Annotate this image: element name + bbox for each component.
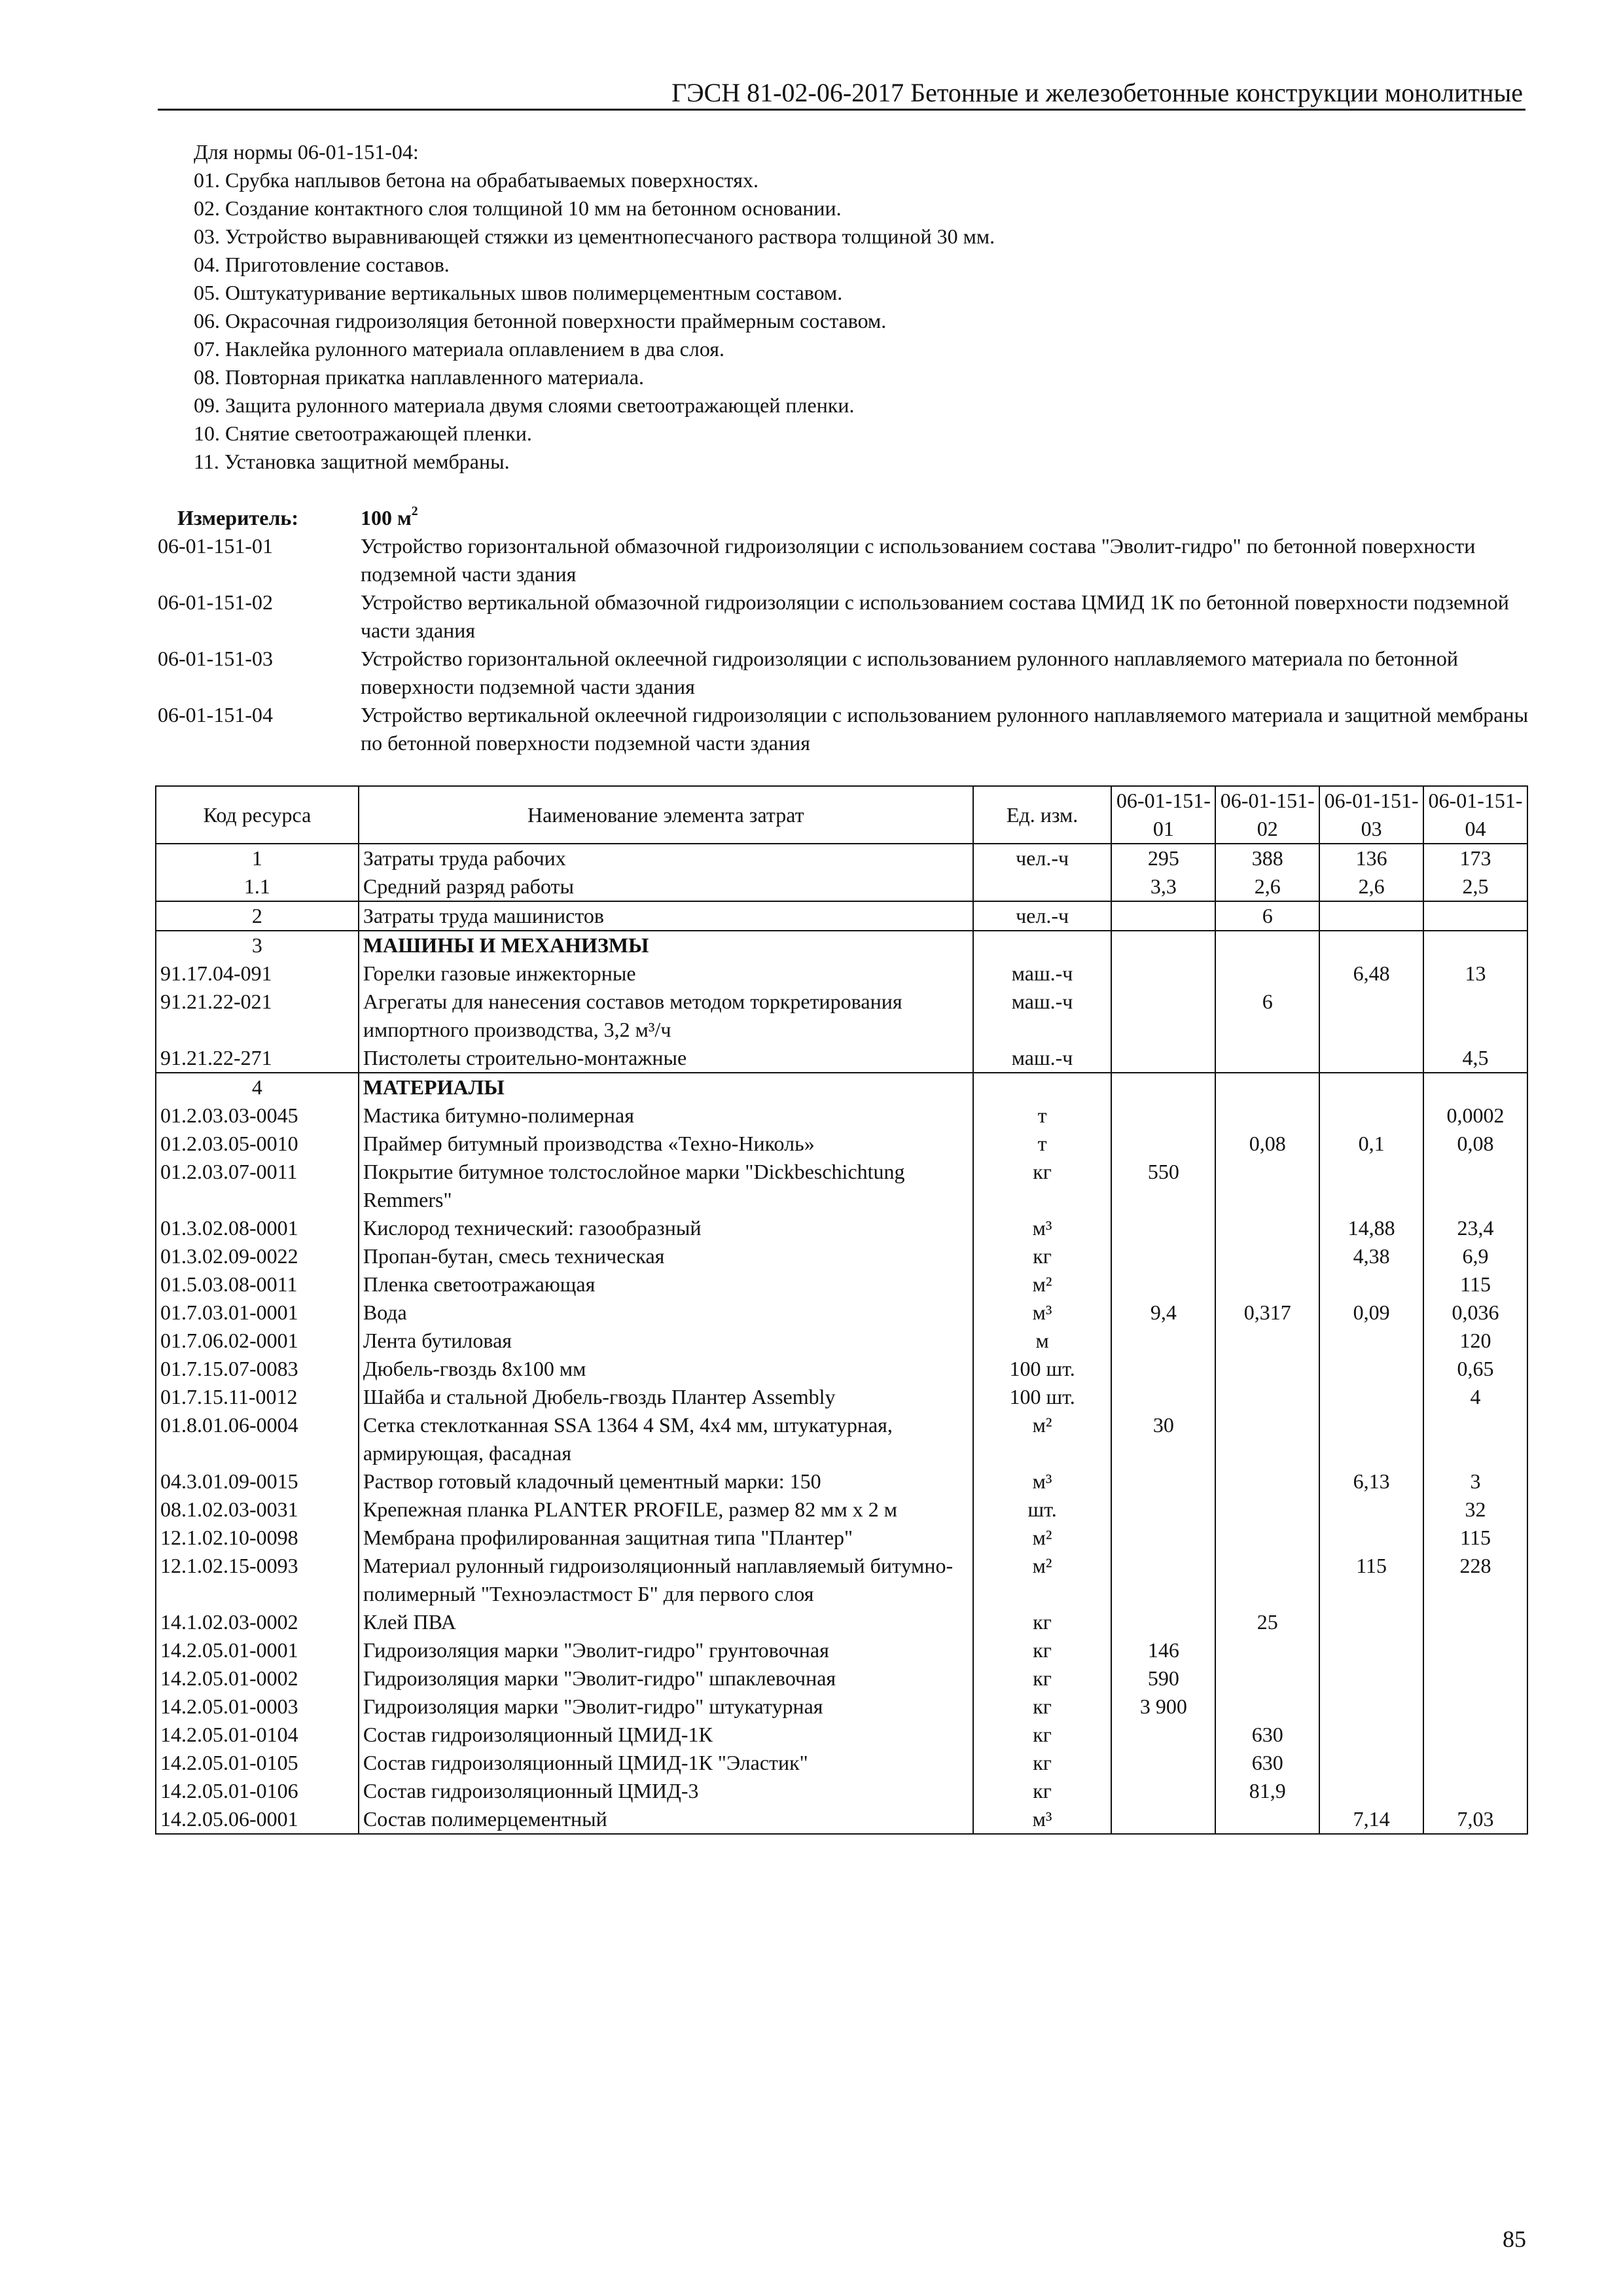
step-item: 02. Создание контактного слоя толщиной 10 мм на бетонном основании. [194,196,842,220]
resource-name: Раствор готовый кладочный цементный марки: 150 [359,1467,973,1496]
measure-block [158,504,1532,757]
resource-name: Мембрана профилированная защитная типа "Плантер" [359,1524,973,1552]
table-row [156,1242,1527,1270]
resource-code: 91.21.22-271 [156,1044,359,1073]
value-cell: 81,9 [1215,1777,1319,1805]
resource-unit: кг [973,1636,1112,1664]
header-title: ГЭСН 81-02-06-2017 Бетонные и железобетонные конструкции монолитные [671,78,1523,107]
value-cell [1215,1552,1319,1608]
col-header-norm: 06-01-151-03 [1319,786,1423,844]
value-cell [1111,1467,1215,1496]
resource-name: Состав гидроизоляционный ЦМИД-1К "Эластик" [359,1749,973,1777]
resource-unit [973,1073,1112,1102]
resource-unit: м [973,1327,1112,1355]
resource-name: МАШИНЫ И МЕХАНИЗМЫ [359,931,973,960]
resource-name: Дюбель-гвоздь 8х100 мм [359,1355,973,1383]
value-cell [1319,1327,1423,1355]
value-cell [1215,960,1319,988]
resource-unit: шт. [973,1496,1112,1524]
value-cell: 388 [1215,844,1319,872]
value-cell [1319,1496,1423,1524]
value-cell [1215,1270,1319,1299]
value-cell [1111,931,1215,960]
table-row [156,1130,1527,1158]
value-cell [1111,960,1215,988]
resource-code: 14.2.05.06-0001 [156,1805,359,1834]
value-cell [1319,1158,1423,1214]
table-row [156,1664,1527,1693]
value-cell [1319,1102,1423,1130]
step-item: 05. Оштукатуривание вертикальных швов полимерцементным составом. [194,281,843,304]
col-header-norm: 06-01-151-01 [1111,786,1215,844]
table-row [156,1524,1527,1552]
value-cell [1423,1777,1527,1805]
value-cell [1111,1102,1215,1130]
value-cell [1319,1664,1423,1693]
measure-row [158,504,1532,532]
resource-code: 91.17.04-091 [156,960,359,988]
table-row [156,960,1527,988]
resource-unit: м² [973,1411,1112,1467]
page-number: 85 [1503,2226,1526,2252]
value-cell: 146 [1111,1636,1215,1664]
value-cell [1423,988,1527,1044]
resource-unit: маш.-ч [973,1044,1112,1073]
resource-name: Состав полимерцементный [359,1805,973,1834]
table-row [156,1467,1527,1496]
norm-code: 06-01-151-03 [158,647,273,670]
value-cell [1319,1749,1423,1777]
resource-name: Крепежная планка PLANTER PROFILE, размер 82 мм х 2 м [359,1496,973,1524]
value-cell: 120 [1423,1327,1527,1355]
table-row [156,988,1527,1044]
table-row [156,1073,1527,1102]
resource-name: Горелки газовые инжекторные [359,960,973,988]
norm-text: Устройство горизонтальной оклеечной гидроизоляции с использованием рулонного наплавляемого материала по бетонной поверхности подземной части здания [361,647,1458,698]
resource-code: 01.7.03.01-0001 [156,1299,359,1327]
norm-text: Устройство вертикальной обмазочной гидроизоляции с использованием состава ЦМИД 1К по бетонной поверхности подземной части здания [361,590,1509,642]
value-cell [1111,1777,1215,1805]
value-cell: 6 [1215,901,1319,931]
table-row [156,1805,1527,1834]
value-cell [1111,988,1215,1044]
value-cell [1215,931,1319,960]
value-cell [1215,1467,1319,1496]
value-cell [1319,1693,1423,1721]
value-cell [1215,1411,1319,1467]
resource-code: 01.3.02.09-0022 [156,1242,359,1270]
table-row [156,1693,1527,1721]
resource-unit: кг [973,1242,1112,1270]
value-cell [1111,1355,1215,1383]
value-cell [1319,931,1423,960]
value-cell [1319,901,1423,931]
resource-name: Кислород технический: газообразный [359,1214,973,1242]
resource-name: Пленка светоотражающая [359,1270,973,1299]
resource-code: 01.2.03.05-0010 [156,1130,359,1158]
value-cell [1215,1524,1319,1552]
value-cell [1215,1664,1319,1693]
resource-name: Лента бутиловая [359,1327,973,1355]
value-cell [1423,1749,1527,1777]
value-cell [1423,1158,1527,1214]
col-header-name: Наименование элемента затрат [359,786,973,844]
value-cell [1111,1721,1215,1749]
value-cell: 3 [1423,1467,1527,1496]
value-cell: 6,13 [1319,1467,1423,1496]
resource-unit: т [973,1130,1112,1158]
resource-code: 12.1.02.10-0098 [156,1524,359,1552]
value-cell: 173 [1423,844,1527,872]
table-row [156,1552,1527,1608]
value-cell [1319,1411,1423,1467]
value-cell: 550 [1111,1158,1215,1214]
value-cell [1423,1411,1527,1467]
resource-code: 01.5.03.08-0011 [156,1270,359,1299]
step-item: 04. Приготовление составов. [194,253,450,276]
col-header-norm: 06-01-151-04 [1423,786,1527,844]
resource-unit: м² [973,1270,1112,1299]
resource-code: 91.21.22-021 [156,988,359,1044]
table-row [156,1044,1527,1073]
value-cell [1215,1693,1319,1721]
resource-name: Состав гидроизоляционный ЦМИД-1К [359,1721,973,1749]
resource-code: 01.7.06.02-0001 [156,1327,359,1355]
resource-name: Пистолеты строительно-монтажные [359,1044,973,1073]
value-cell [1111,1242,1215,1270]
resource-code: 12.1.02.15-0093 [156,1552,359,1608]
value-cell [1423,1693,1527,1721]
value-cell: 295 [1111,844,1215,872]
value-cell: 115 [1423,1524,1527,1552]
resource-name: Агрегаты для нанесения составов методом торкретирования импортного производства, 3,2 м³/ч [359,988,973,1044]
table-row [156,1749,1527,1777]
value-cell: 0,65 [1423,1355,1527,1383]
value-cell [1111,1130,1215,1158]
value-cell [1215,1636,1319,1664]
value-cell: 4,38 [1319,1242,1423,1270]
value-cell [1111,1608,1215,1636]
table-row [156,1327,1527,1355]
value-cell: 0,08 [1423,1130,1527,1158]
value-cell: 136 [1319,844,1423,872]
resource-code: 01.3.02.08-0001 [156,1214,359,1242]
table-row [156,931,1527,960]
resource-code: 14.2.05.01-0105 [156,1749,359,1777]
value-cell [1319,1270,1423,1299]
value-cell: 25 [1215,1608,1319,1636]
table-row [156,1411,1527,1467]
resource-code: 14.2.05.01-0001 [156,1636,359,1664]
value-cell: 115 [1423,1270,1527,1299]
value-cell: 7,14 [1319,1805,1423,1834]
value-cell [1423,1636,1527,1664]
value-cell: 228 [1423,1552,1527,1608]
value-cell [1111,1524,1215,1552]
norm-row [158,588,1532,645]
col-header-unit: Ед. изм. [973,786,1112,844]
resource-unit: м³ [973,1467,1112,1496]
resource-code: 14.2.05.01-0002 [156,1664,359,1693]
resource-code: 1 [156,844,359,872]
resource-unit: 100 шт. [973,1355,1112,1383]
value-cell: 590 [1111,1664,1215,1693]
value-cell [1319,1383,1423,1411]
value-cell [1111,1214,1215,1242]
measure-label: Измеритель: [177,506,298,529]
resource-unit: м² [973,1524,1112,1552]
resource-unit [973,931,1112,960]
value-cell: 0,0002 [1423,1102,1527,1130]
value-cell [1319,1721,1423,1749]
value-cell [1319,1044,1423,1073]
work-steps [194,138,995,476]
value-cell [1215,1214,1319,1242]
step-item: 08. Повторная прикатка наплавленного материала. [194,365,644,389]
value-cell [1111,1044,1215,1073]
value-cell [1111,1749,1215,1777]
table-row [156,1636,1527,1664]
value-cell [1215,1496,1319,1524]
value-cell: 0,317 [1215,1299,1319,1327]
resource-code: 01.2.03.07-0011 [156,1158,359,1214]
norm-text: Устройство горизонтальной обмазочной гидроизоляции с использованием состава "Эволит-гидро" по бетонной поверхности подземной части здания [361,534,1476,586]
value-cell: 3,3 [1111,872,1215,901]
value-cell [1215,1158,1319,1214]
step-item: 09. Защита рулонного материала двумя слоями светоотражающей пленки. [194,393,855,417]
value-cell [1423,1721,1527,1749]
value-cell: 4 [1423,1383,1527,1411]
resource-unit: м² [973,1552,1112,1608]
value-cell [1319,1073,1423,1102]
resource-name: Покрытие битумное толстослойное марки "Dickbeschichtung Remmers" [359,1158,973,1214]
resource-unit: маш.-ч [973,960,1112,988]
value-cell [1111,1552,1215,1608]
table-row [156,872,1527,901]
resource-code: 04.3.01.09-0015 [156,1467,359,1496]
resource-name: Состав гидроизоляционный ЦМИД-3 [359,1777,973,1805]
resource-unit: 100 шт. [973,1383,1112,1411]
table-row [156,844,1527,872]
norm-row [158,701,1532,757]
value-cell: 2,6 [1215,872,1319,901]
resource-unit: кг [973,1693,1112,1721]
value-cell: 32 [1423,1496,1527,1524]
resource-code: 2 [156,901,359,931]
resource-unit: кг [973,1749,1112,1777]
col-header-norm: 06-01-151-02 [1215,786,1319,844]
resource-unit: маш.-ч [973,988,1112,1044]
value-cell [1319,1636,1423,1664]
value-cell: 4,5 [1423,1044,1527,1073]
resource-code: 01.7.15.11-0012 [156,1383,359,1411]
value-cell [1111,1327,1215,1355]
resource-code: 3 [156,931,359,960]
value-cell: 6 [1215,988,1319,1044]
norm-code: 06-01-151-02 [158,590,273,614]
value-cell: 630 [1215,1721,1319,1749]
resource-name: Затраты труда машинистов [359,901,973,931]
resource-unit: чел.-ч [973,901,1112,931]
value-cell: 0,09 [1319,1299,1423,1327]
resource-name: Гидроизоляция марки "Эволит-гидро" штукатурная [359,1693,973,1721]
table-row [156,1270,1527,1299]
table-row [156,1355,1527,1383]
resource-name: Вода [359,1299,973,1327]
value-cell [1319,1355,1423,1383]
value-cell: 0,1 [1319,1130,1423,1158]
norm-intro: Для нормы 06-01-151-04: [194,140,419,164]
resource-table [155,785,1528,1835]
resource-name: Праймер битумный производства «Техно-Николь» [359,1130,973,1158]
step-item: 03. Устройство выравнивающей стяжки из цементнопесчаного раствора толщиной 30 мм. [194,224,995,248]
resource-unit: м³ [973,1805,1112,1834]
value-cell [1111,1383,1215,1411]
value-cell: 0,08 [1215,1130,1319,1158]
resource-code: 01.8.01.06-0004 [156,1411,359,1467]
value-cell [1423,931,1527,960]
norm-row [158,532,1532,588]
norm-code: 06-01-151-04 [158,703,273,726]
value-cell: 6,48 [1319,960,1423,988]
value-cell [1319,1777,1423,1805]
value-cell: 30 [1111,1411,1215,1467]
value-cell [1423,901,1527,931]
table-row [156,1777,1527,1805]
value-cell: 0,036 [1423,1299,1527,1327]
table-row [156,1102,1527,1130]
resource-code: 14.2.05.01-0003 [156,1693,359,1721]
resource-name: Пропан-бутан, смесь техническая [359,1242,973,1270]
resource-name: Затраты труда рабочих [359,844,973,872]
value-cell: 14,88 [1319,1214,1423,1242]
norm-text: Устройство вертикальной оклеечной гидроизоляции с использованием рулонного наплавляемого материала и защитной мембраны по бетонной поверхности подземной части здания [361,703,1529,755]
resource-name: МАТЕРИАЛЫ [359,1073,973,1102]
table-row [156,1721,1527,1749]
resource-code: 1.1 [156,872,359,901]
value-cell [1215,1383,1319,1411]
resource-code: 14.2.05.01-0106 [156,1777,359,1805]
value-cell: 630 [1215,1749,1319,1777]
resource-code: 08.1.02.03-0031 [156,1496,359,1524]
resource-unit: т [973,1102,1112,1130]
resource-unit: чел.-ч [973,844,1112,872]
table-row [156,1299,1527,1327]
resource-unit [973,872,1112,901]
resource-unit: м³ [973,1299,1112,1327]
value-cell: 23,4 [1423,1214,1527,1242]
step-item: 07. Наклейка рулонного материала оплавлением в два слоя. [194,337,724,361]
table-row [156,1214,1527,1242]
step-item: 06. Окрасочная гидроизоляция бетонной поверхности праймерным составом. [194,309,887,332]
value-cell [1423,1608,1527,1636]
value-cell: 13 [1423,960,1527,988]
resource-name: Гидроизоляция марки "Эволит-гидро" шпаклевочная [359,1664,973,1693]
value-cell [1215,1355,1319,1383]
value-cell [1111,901,1215,931]
resource-code: 14.2.05.01-0104 [156,1721,359,1749]
value-cell [1215,1073,1319,1102]
step-item: 10. Снятие светоотражающей пленки. [194,422,532,445]
value-cell: 7,03 [1423,1805,1527,1834]
value-cell: 115 [1319,1552,1423,1608]
table-row [156,901,1527,931]
value-cell [1215,1102,1319,1130]
value-cell [1319,1524,1423,1552]
resource-name: Материал рулонный гидроизоляционный наплавляемый битумно- полимерный "Техноэластмост Б" для первого слоя [359,1552,973,1608]
resource-name: Шайба и стальной Дюбель-гвоздь Плантер Assembly [359,1383,973,1411]
resource-unit: кг [973,1664,1112,1693]
value-cell [1215,1805,1319,1834]
resource-code: 4 [156,1073,359,1102]
resource-unit: м³ [973,1214,1112,1242]
resource-unit: кг [973,1158,1112,1214]
measure-unit: 100 $м^2$ [361,504,418,529]
resource-code: 01.7.15.07-0083 [156,1355,359,1383]
resource-unit: кг [973,1777,1112,1805]
resource-code: 14.1.02.03-0002 [156,1608,359,1636]
value-cell: 9,4 [1111,1299,1215,1327]
resource-name: Средний разряд работы [359,872,973,901]
resource-name: Гидроизоляция марки "Эволит-гидро" грунтовочная [359,1636,973,1664]
resource-unit: кг [973,1608,1112,1636]
value-cell [1215,1242,1319,1270]
table-header-row [156,786,1527,844]
value-cell [1423,1073,1527,1102]
col-header-code: Код ресурса [156,786,359,844]
resource-code: 01.2.03.03-0045 [156,1102,359,1130]
value-cell [1423,1664,1527,1693]
table-body [156,844,1527,1834]
norm-code: 06-01-151-01 [158,534,273,558]
value-cell [1111,1805,1215,1834]
value-cell [1215,1044,1319,1073]
resource-name: Сетка стеклотканная SSA 1364 4 SM, 4х4 мм, штукатурная, армирующая, фасадная [359,1411,973,1467]
step-item: 11. Установка защитной мембраны. [194,450,510,473]
value-cell [1111,1270,1215,1299]
value-cell [1111,1496,1215,1524]
value-cell: 2,6 [1319,872,1423,901]
resource-unit: кг [973,1721,1112,1749]
table-row [156,1383,1527,1411]
step-item: 01. Срубка наплывов бетона на обрабатываемых поверхностях. [194,168,758,192]
value-cell: 3 900 [1111,1693,1215,1721]
value-cell [1111,1073,1215,1102]
norm-row [158,645,1532,701]
table-row [156,1608,1527,1636]
table-row [156,1158,1527,1214]
value-cell: 6,9 [1423,1242,1527,1270]
value-cell [1319,988,1423,1044]
table-row [156,1496,1527,1524]
resource-name: Клей ПВА [359,1608,973,1636]
value-cell: 2,5 [1423,872,1527,901]
resource-name: Мастика битумно-полимерная [359,1102,973,1130]
running-header [158,71,1525,111]
value-cell [1215,1327,1319,1355]
value-cell [1319,1608,1423,1636]
